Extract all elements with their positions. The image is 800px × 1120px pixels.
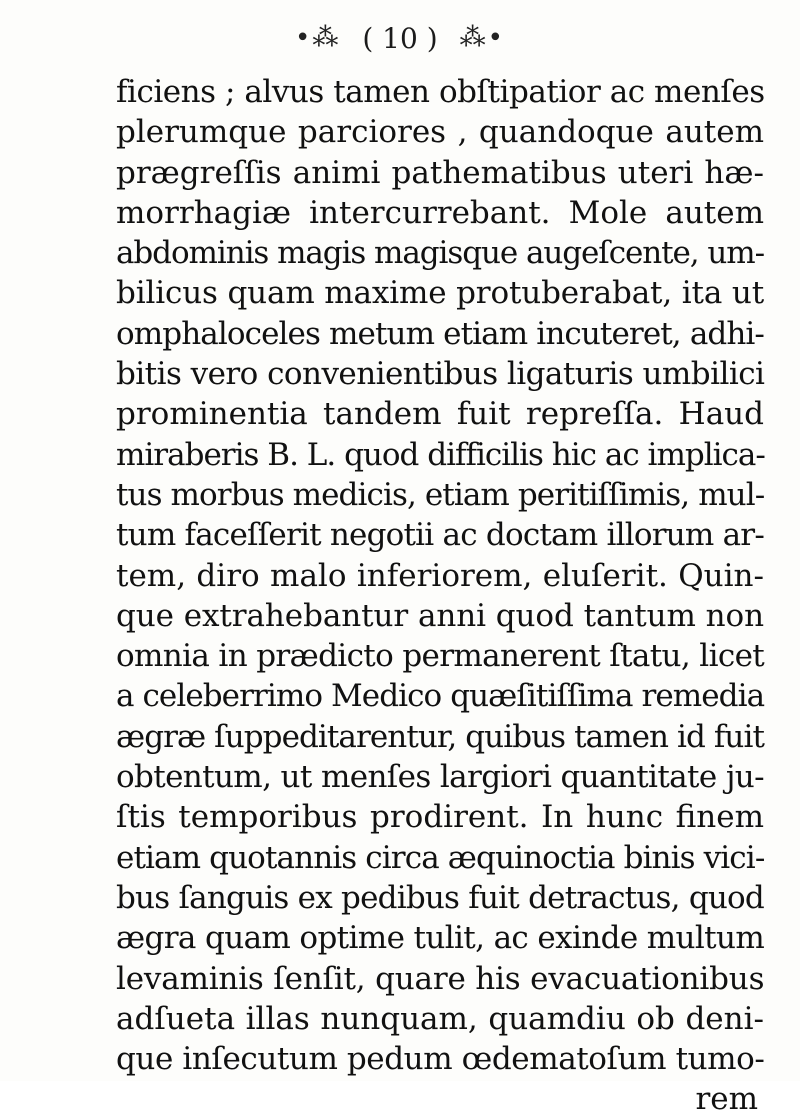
text-line: bitis vero convenientibus ligaturis umbilici [116, 356, 765, 393]
text-line: bilicus quam maxime protuberabat, ita ut [116, 275, 764, 312]
text-line: omphaloceles metum etiam incuteret, adhi- [116, 315, 764, 352]
catchword: rem [695, 1081, 758, 1118]
text-line: miraberis B. L. quod difficilis hic ac implica- [116, 436, 765, 473]
page-number: ( 10 ) [362, 21, 438, 55]
text-line: levaminis ſenſit, quare his evacuationibus [116, 960, 765, 997]
left-ornament: •⁂ [295, 23, 341, 53]
text-line: abdominis magis magisque augeſcente, um- [116, 235, 764, 272]
text-line: morrhagiæ intercurrebant. Mole autem [116, 194, 764, 231]
text-line: ægræ ſuppeditarentur, quibus tamen id fuit [116, 718, 764, 755]
text-line: ficiens ; alvus tamen obſtipatior ac menſes [116, 74, 765, 110]
text-line: ſtis temporibus prodirent. In hunc finem [116, 799, 764, 836]
page-header [0, 8, 800, 68]
text-line: tum faceſſerit negotii ac doctam illorum ar- [116, 517, 764, 554]
text-line: obtentum, ut menſes largiori quantitate ju- [116, 759, 764, 796]
text-line: bus ſanguis ex pedibus fuit detractus, quod [116, 879, 764, 916]
text-line: a celeberrimo Medico quæſitiſſima remedia [116, 678, 765, 715]
text-line: ægra quam optime tulit, ac exinde multum [116, 920, 765, 957]
right-ornament: ⁂• [459, 23, 505, 53]
text-line: etiam quotannis circa æquinoctia binis vici- [116, 839, 765, 876]
text-line: tem, diro malo inferiorem, eluſerit. Quin- [116, 557, 764, 594]
text-line: prægreſſis animi pathematibus uteri hæ- [116, 154, 764, 191]
text-line: omnia in prædicto permanerent ſtatu, licet [116, 638, 765, 675]
text-line: adſueta illas nunquam, quamdiu ob deni- [116, 1000, 764, 1037]
text-line: que inſecutum pedum œdematoſum tumo- [116, 1041, 765, 1078]
body-text [116, 72, 764, 1120]
text-line: que extrahebantur anni quod tantum non [116, 597, 764, 634]
text-line: plerumque parciores , quandoque autem [116, 114, 764, 151]
text-line: prominentia tandem fuit repreſſa. Haud [116, 396, 764, 433]
text-line: tus morbus medicis, etiam peritiſſimis, mul- [116, 476, 765, 513]
